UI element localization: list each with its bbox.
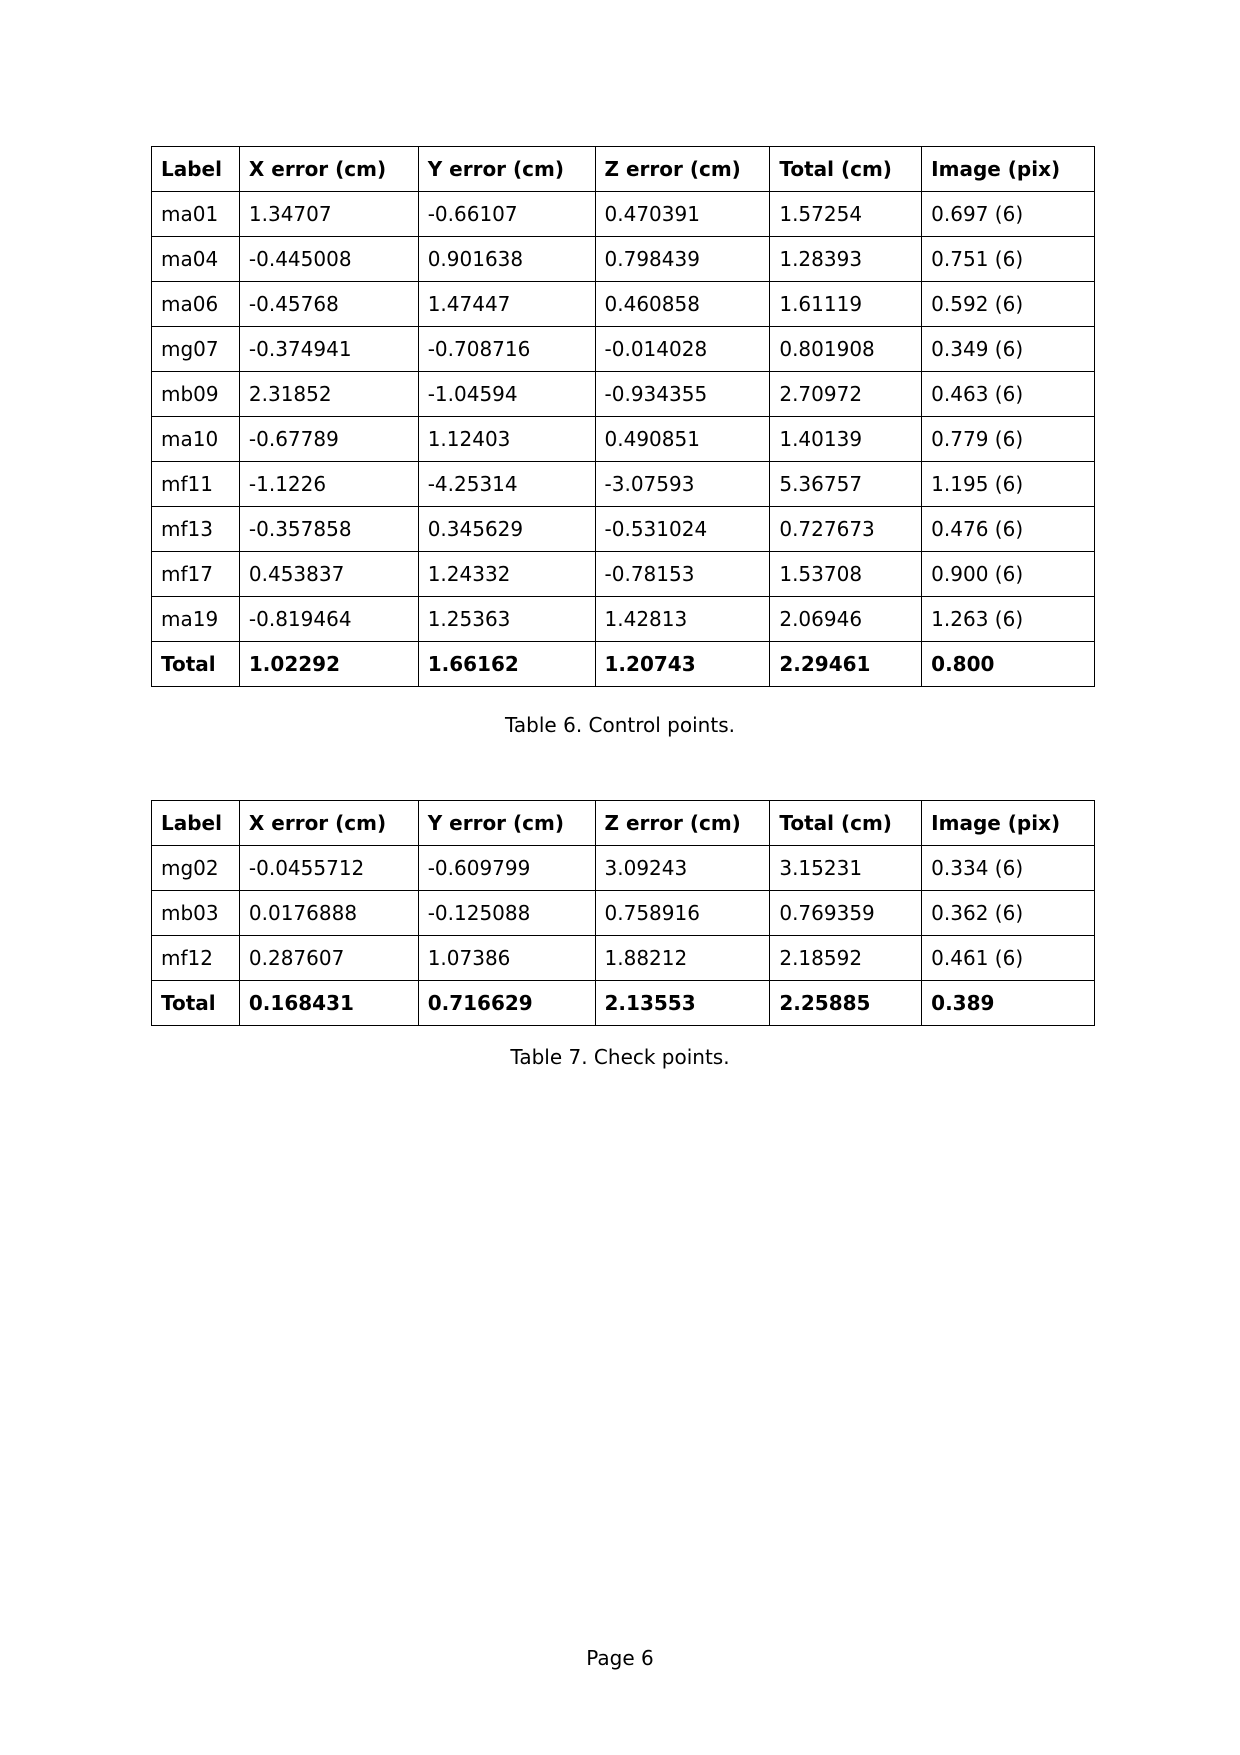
total-cell: 1.20743 [595,642,770,687]
page-number: Page 6 [586,1646,654,1670]
table-cell: 0.362 (6) [922,891,1095,936]
table-row [152,552,1095,597]
table-row [152,846,1095,891]
column-header: X error (cm) [239,147,418,192]
table-cell: 2.06946 [770,597,922,642]
table-cell: -0.819464 [239,597,418,642]
table-cell: 3.09243 [595,846,770,891]
total-cell: Total [152,981,240,1026]
total-cell: 0.389 [922,981,1095,1026]
table-cell: -0.531024 [595,507,770,552]
table-row [152,417,1095,462]
column-header: Label [152,147,240,192]
table-cell: 2.70972 [770,372,922,417]
table-cell: mf17 [152,552,240,597]
table-cell: -4.25314 [418,462,595,507]
table-cell: 0.0176888 [239,891,418,936]
column-header: Total (cm) [770,147,922,192]
table-cell: 3.15231 [770,846,922,891]
total-cell: 2.29461 [770,642,922,687]
table-cell: 0.345629 [418,507,595,552]
table-row [152,282,1095,327]
table-cell: 1.07386 [418,936,595,981]
table-cell: -0.357858 [239,507,418,552]
table-cell: -0.0455712 [239,846,418,891]
table-cell: -1.04594 [418,372,595,417]
table-row [152,597,1095,642]
table-cell: 0.900 (6) [922,552,1095,597]
table-cell: ma10 [152,417,240,462]
table-cell: 0.801908 [770,327,922,372]
column-header: X error (cm) [239,801,418,846]
table-caption: Table 6. Control points. [505,713,735,737]
table-cell: 1.195 (6) [922,462,1095,507]
table-cell: 1.88212 [595,936,770,981]
table-cell: mf12 [152,936,240,981]
table-cell: 1.61119 [770,282,922,327]
column-header: Image (pix) [922,147,1095,192]
table-cell: -0.934355 [595,372,770,417]
table-cell: ma19 [152,597,240,642]
control-points-table [151,146,1095,687]
table-cell: 0.901638 [418,237,595,282]
column-header: Z error (cm) [595,147,770,192]
table-cell: 0.490851 [595,417,770,462]
table-cell: ma01 [152,192,240,237]
column-header: Total (cm) [770,801,922,846]
table-cell: 1.24332 [418,552,595,597]
table-cell: 0.453837 [239,552,418,597]
column-header: Label [152,801,240,846]
header-row [152,147,1095,192]
table-row [152,192,1095,237]
column-header: Z error (cm) [595,801,770,846]
total-cell: 0.716629 [418,981,595,1026]
table-cell: 0.461 (6) [922,936,1095,981]
table-row [152,237,1095,282]
table-cell: 0.287607 [239,936,418,981]
table-cell: 1.263 (6) [922,597,1095,642]
table-cell: -0.374941 [239,327,418,372]
table-cell: 0.751 (6) [922,237,1095,282]
total-cell: 1.02292 [239,642,418,687]
table-row [152,891,1095,936]
table-cell: 0.727673 [770,507,922,552]
table-cell: 5.36757 [770,462,922,507]
column-header: Y error (cm) [418,147,595,192]
table-cell: 1.12403 [418,417,595,462]
table-cell: 0.334 (6) [922,846,1095,891]
table-cell: -0.445008 [239,237,418,282]
table-cell: mb03 [152,891,240,936]
total-cell: 1.66162 [418,642,595,687]
table-cell: -1.1226 [239,462,418,507]
total-cell: 2.13553 [595,981,770,1026]
table-row [152,462,1095,507]
table-cell: 1.25363 [418,597,595,642]
table-cell: -3.07593 [595,462,770,507]
table-cell: -0.708716 [418,327,595,372]
table-cell: -0.125088 [418,891,595,936]
table-row [152,327,1095,372]
table-row [152,936,1095,981]
table-cell: -0.78153 [595,552,770,597]
table-cell: 1.57254 [770,192,922,237]
total-cell: 2.25885 [770,981,922,1026]
table-cell: 0.769359 [770,891,922,936]
table-cell: 1.42813 [595,597,770,642]
table-row [152,507,1095,552]
total-row [152,981,1095,1026]
table-cell: 1.28393 [770,237,922,282]
table-cell: mg02 [152,846,240,891]
total-cell: Total [152,642,240,687]
table-cell: 2.18592 [770,936,922,981]
table-cell: mf13 [152,507,240,552]
header-row [152,801,1095,846]
table-cell: 0.349 (6) [922,327,1095,372]
table-cell: 1.34707 [239,192,418,237]
table-cell: 0.470391 [595,192,770,237]
table-cell: mf11 [152,462,240,507]
total-cell: 0.168431 [239,981,418,1026]
table-cell: -0.014028 [595,327,770,372]
table-cell: 0.463 (6) [922,372,1095,417]
table-cell: -0.66107 [418,192,595,237]
table-cell: 0.798439 [595,237,770,282]
table-cell: 0.460858 [595,282,770,327]
table-cell: -0.67789 [239,417,418,462]
table-cell: 0.779 (6) [922,417,1095,462]
table-cell: mg07 [152,327,240,372]
column-header: Y error (cm) [418,801,595,846]
table-cell: mb09 [152,372,240,417]
table-caption: Table 7. Check points. [510,1045,730,1069]
table-cell: ma06 [152,282,240,327]
table-cell: -0.45768 [239,282,418,327]
table-cell: 1.47447 [418,282,595,327]
total-row [152,642,1095,687]
table-cell: -0.609799 [418,846,595,891]
table-cell: ma04 [152,237,240,282]
table-cell: 2.31852 [239,372,418,417]
total-cell: 0.800 [922,642,1095,687]
table-row [152,372,1095,417]
table-cell: 0.476 (6) [922,507,1095,552]
check-points-table [151,800,1095,1026]
table-cell: 0.697 (6) [922,192,1095,237]
table-cell: 1.40139 [770,417,922,462]
column-header: Image (pix) [922,801,1095,846]
table-cell: 0.758916 [595,891,770,936]
table-cell: 0.592 (6) [922,282,1095,327]
table-cell: 1.53708 [770,552,922,597]
